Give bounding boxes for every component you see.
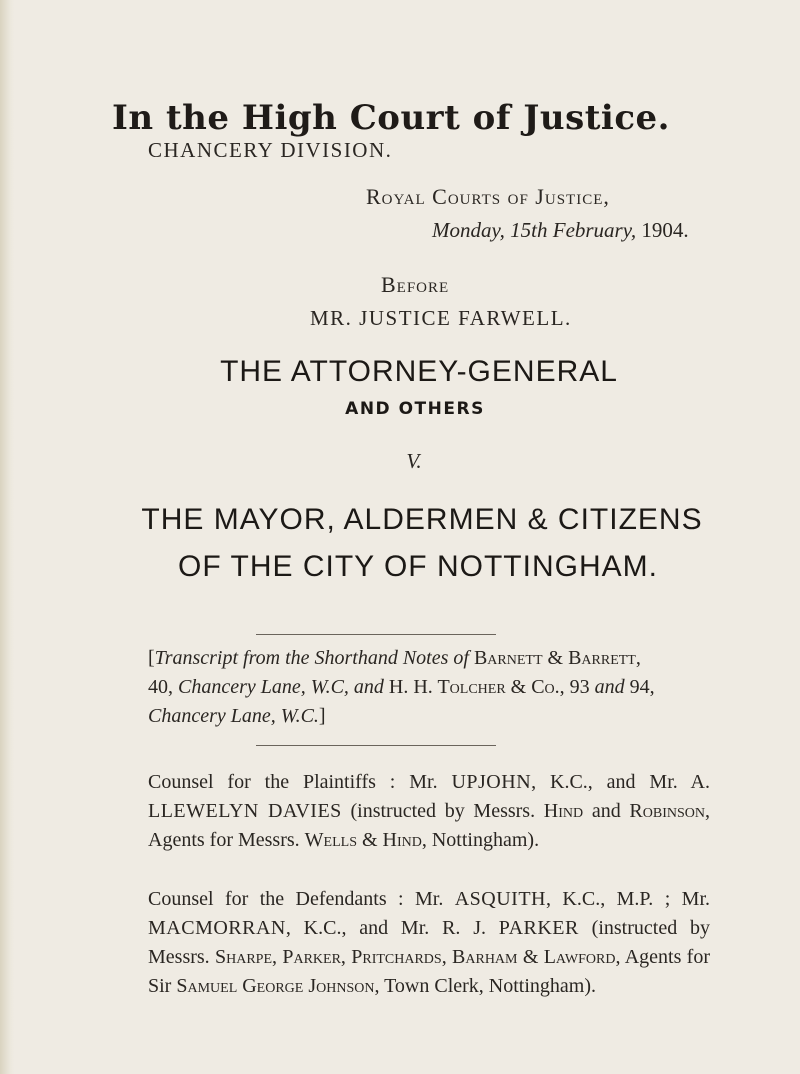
counsel-defendants-kc2-suffix: , K.C., and Mr. R. J. bbox=[285, 917, 499, 939]
transcript-address2: , 93 bbox=[559, 676, 595, 698]
transcript-close-bracket: ] bbox=[318, 705, 326, 727]
transcript-and2: and bbox=[594, 676, 625, 698]
counsel-plaintiffs-agents: , Agents for Messrs. bbox=[148, 800, 710, 851]
court-heading: In the High Court of Justice. bbox=[112, 98, 671, 138]
counsel-plaintiffs-and: and bbox=[583, 800, 630, 822]
date-weekday: Monday, bbox=[432, 218, 505, 242]
counsel-plaintiffs-lead: Counsel for the Plaintiffs : Mr. bbox=[148, 771, 452, 793]
transcript-note bbox=[148, 644, 668, 731]
counsel-plaintiffs bbox=[148, 768, 710, 855]
date-year: 1904. bbox=[641, 218, 689, 242]
counsel-defendants-agents: , Agents for Sir bbox=[148, 946, 710, 997]
division-title: CHANCERY DIVISION. bbox=[148, 138, 393, 162]
counsel-plaintiffs-solicitor1: Hind bbox=[543, 800, 584, 822]
transcript-street1: Chancery Lane, W.C bbox=[178, 676, 344, 698]
transcript-firm2: H. H. Tolcher & Co. bbox=[388, 676, 560, 698]
defendant-title-line2: OF THE CITY OF NOTTINGHAM. bbox=[178, 550, 658, 583]
counsel-plaintiffs-junior: LLEWELYN DAVIES bbox=[148, 800, 342, 822]
divider-bottom bbox=[256, 745, 496, 746]
transcript-number2: 94, bbox=[624, 676, 655, 698]
counsel-plaintiffs-instructed: (instructed by Messrs. bbox=[341, 800, 544, 822]
courts-location: Royal Courts of Justice, bbox=[366, 184, 610, 209]
plaintiff-others: AND OTHERS bbox=[345, 399, 485, 419]
counsel-defendants-kc1: ASQUITH bbox=[454, 888, 546, 910]
counsel-plaintiffs-kc-suffix: , K.C., and Mr. A. bbox=[531, 771, 710, 793]
transcript-and: , and bbox=[343, 676, 389, 698]
counsel-plaintiffs-solicitor2: Robinson bbox=[629, 800, 705, 822]
counsel-defendants bbox=[148, 885, 710, 1001]
counsel-plaintiffs-place: , Nottingham). bbox=[421, 829, 540, 851]
counsel-plaintiffs-kc: UPJOHN bbox=[451, 771, 532, 793]
transcript-street2: Chancery Lane, W.C. bbox=[148, 705, 319, 727]
transcript-open-bracket: [ bbox=[148, 647, 155, 669]
counsel-defendants-kc1-suffix: , K.C., M.P. ; Mr. bbox=[546, 888, 710, 910]
transcript-intro: Transcript from the Shorthand Notes of bbox=[154, 647, 474, 669]
counsel-defendants-clerk: Samuel George Johnson bbox=[176, 975, 375, 997]
defendant-title-line1: THE MAYOR, ALDERMEN & CITIZENS bbox=[141, 503, 703, 536]
counsel-defendants-junior: PARKER bbox=[498, 917, 579, 939]
counsel-defendants-lead: Counsel for the Defendants : Mr. bbox=[148, 888, 455, 910]
versus-label: V. bbox=[406, 449, 422, 473]
before-label: Before bbox=[381, 272, 450, 297]
counsel-defendants-place: , Town Clerk, Nottingham). bbox=[374, 975, 597, 997]
judge-name: MR. JUSTICE FARWELL. bbox=[310, 306, 572, 330]
date-day-month: 15th February, bbox=[510, 218, 637, 242]
counsel-defendants-instructed: (instructed by Messrs. bbox=[148, 917, 711, 968]
counsel-plaintiffs-agent-firm: Wells & Hind bbox=[304, 829, 422, 851]
transcript-address1: , 40, bbox=[148, 647, 641, 698]
plaintiff-title: THE ATTORNEY-GENERAL bbox=[220, 355, 618, 388]
transcript-firm1: Barnett & Barrett bbox=[473, 647, 636, 669]
counsel-defendants-kc2: MACMORRAN bbox=[148, 917, 286, 939]
hearing-date bbox=[432, 218, 689, 243]
divider-top bbox=[256, 634, 496, 635]
counsel-defendants-solicitors: Sharpe, Parker, Pritchards, Barham & Lawford bbox=[215, 946, 616, 968]
